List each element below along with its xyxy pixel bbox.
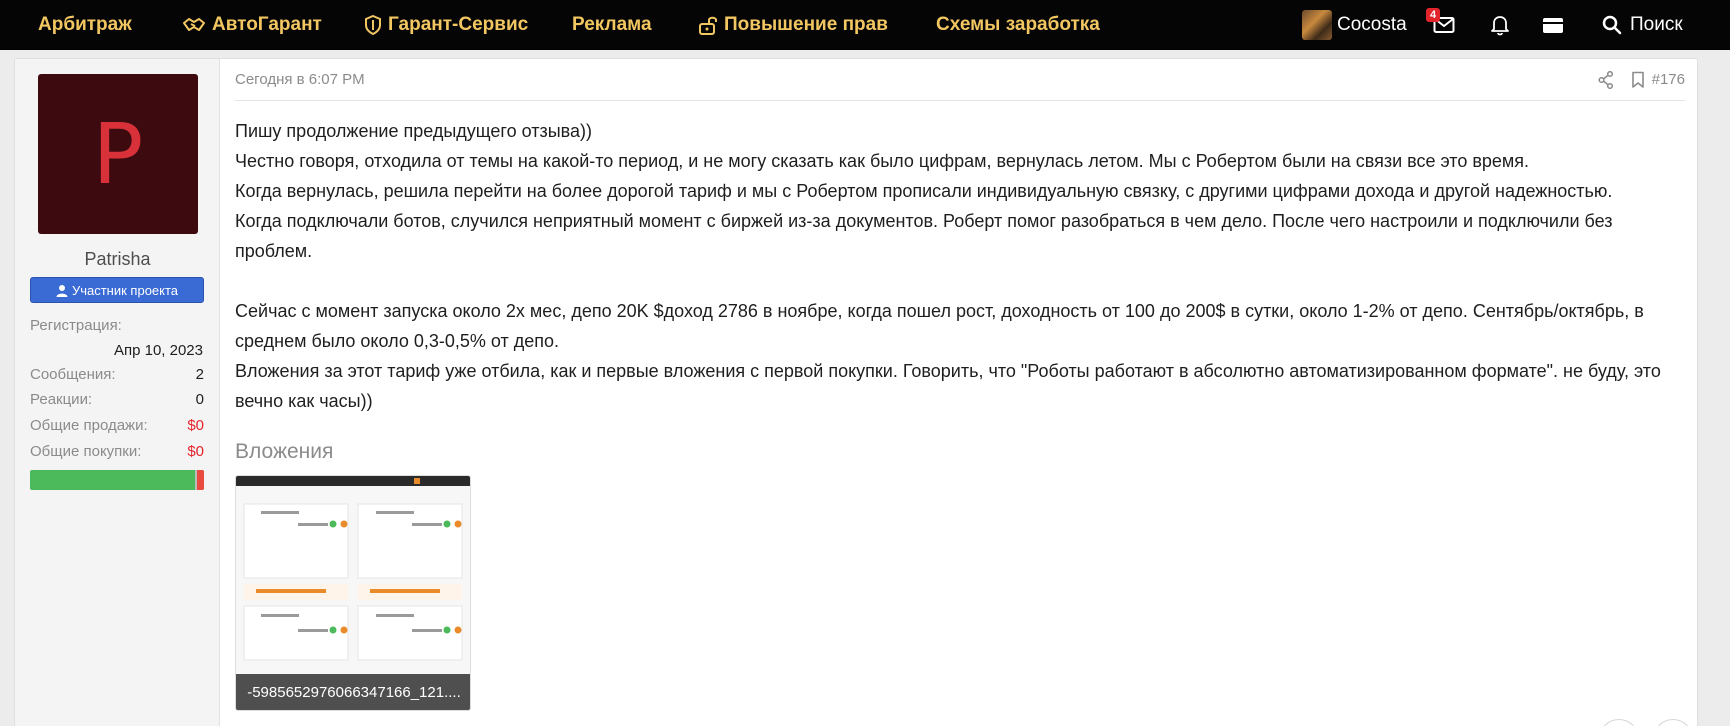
- nav-item-advertising[interactable]: [572, 0, 652, 50]
- post-body: [235, 116, 1685, 416]
- attachments-heading: Вложения: [235, 440, 334, 463]
- top-navigation: [0, 0, 1730, 50]
- user-role-banner: [30, 277, 204, 303]
- share-button[interactable]: [1598, 71, 1614, 94]
- role-label: Участник проекта: [71, 282, 179, 298]
- nav-item-label: Гарант-Сервис: [388, 14, 529, 35]
- nav-item-label: Арбитраж: [38, 14, 132, 35]
- avatar-pointer: [198, 97, 210, 119]
- avatar-letter: P: [92, 105, 144, 203]
- post-paragraph: Пишу продолжение предыдущего отзыва)): [235, 121, 593, 141]
- stat-value: 0: [195, 391, 204, 408]
- username: Cocosta: [1337, 14, 1407, 35]
- wallet-icon: [1542, 15, 1564, 35]
- user-sidebar: [15, 59, 220, 726]
- nav-item-garant-service[interactable]: [364, 0, 528, 50]
- stat-total-sales: [30, 417, 204, 434]
- search-label: Поиск: [1630, 14, 1683, 35]
- stat-reactions: [30, 391, 204, 408]
- avatar: [1302, 10, 1332, 40]
- bookmark-icon: [1631, 71, 1645, 89]
- search-button[interactable]: [1602, 0, 1683, 50]
- inbox-badge: 4: [1426, 8, 1440, 22]
- stat-registration-label: Регистрация:: [30, 317, 122, 334]
- handshake-icon: [182, 16, 206, 34]
- post-date[interactable]: Сегодня в 6:07 PM: [235, 71, 365, 88]
- nav-item-autogarant[interactable]: [182, 0, 322, 50]
- paragraph-gap: [235, 266, 1685, 296]
- stat-label: Общие покупки:: [30, 443, 142, 460]
- user-icon: [56, 284, 68, 297]
- stat-label: Реакции:: [30, 391, 93, 408]
- post-paragraph: Вложения за этот тариф уже отбила, как и первые вложения с первой покупки. Говорить, что "Роботы работают в абсолютно автоматизированном формате". не буду, это вечно как часы)): [235, 361, 1661, 411]
- reputation-bar: [30, 470, 204, 490]
- post-paragraph: Сейчас с момент запуска около 2х мес, депо 20K $доход 2786 в ноябре, когда пошел рост, доходность от 100 до 200$ в сутки, около 1-2% от депо. Сентябрь/октябрь, в среднем было около 0,3-0,5% от депо.: [235, 301, 1644, 351]
- post-header: [235, 71, 1685, 101]
- stat-registration-value: Апр 10, 2023: [113, 342, 203, 359]
- alerts-button[interactable]: [1490, 0, 1510, 50]
- nav-item-arbitrage[interactable]: [38, 0, 132, 50]
- shield-icon: [364, 15, 382, 35]
- profile-username[interactable]: Patrisha: [84, 249, 151, 269]
- stat-value: $0: [187, 443, 204, 460]
- bookmark-button[interactable]: [1631, 71, 1645, 94]
- attachment-thumbnail[interactable]: [235, 475, 471, 711]
- post-paragraph: Честно говоря, отходила от темы на какой-то период, и не могу сказать как было цифрам, вернулась летом. Мы с Робертом были на связи все это время.: [235, 151, 1530, 171]
- action-button-left[interactable]: [1599, 719, 1639, 726]
- stat-label: Общие продажи:: [30, 417, 148, 434]
- stat-value: $0: [187, 417, 204, 434]
- nav-item-label: Реклама: [572, 14, 652, 35]
- share-icon: [1598, 71, 1614, 89]
- attachment-filename: -5985652976066347166_121....: [236, 674, 471, 710]
- post-paragraph: Когда вернулась, решила перейти на более дорогой тариф и мы с Робертом прописали индивидуальную связку, с другими цифрами дохода и другой надежностью.: [235, 181, 1613, 201]
- stat-label: Сообщения:: [30, 366, 116, 383]
- post-paragraph: Когда подключали ботов, случился неприятный момент с биржей из-за документов. Роберт помог разобраться в чем дело. После чего настроили и подключили без проблем.: [235, 211, 1613, 261]
- action-button-right[interactable]: [1653, 719, 1693, 726]
- reputation-bar-negative: [197, 470, 204, 490]
- post-content: [235, 59, 1685, 726]
- wallet-button[interactable]: [1542, 0, 1564, 50]
- user-menu[interactable]: [1302, 0, 1407, 50]
- nav-item-label: Схемы заработка: [936, 14, 1100, 35]
- unlock-icon: [698, 15, 718, 35]
- message-container: [14, 58, 1698, 726]
- stat-total-purchases: [30, 443, 204, 460]
- nav-item-label: Повышение прав: [724, 14, 888, 35]
- user-avatar[interactable]: [38, 74, 198, 234]
- post-number[interactable]: #176: [1651, 71, 1685, 88]
- nav-item-rights-upgrade[interactable]: [698, 0, 888, 50]
- nav-item-earning-schemes[interactable]: [936, 0, 1100, 50]
- nav-item-label: АвтоГарант: [212, 14, 322, 35]
- stat-value: 2: [195, 366, 204, 383]
- search-icon: [1602, 15, 1622, 35]
- bell-icon: [1490, 14, 1510, 36]
- stat-messages: [30, 366, 204, 383]
